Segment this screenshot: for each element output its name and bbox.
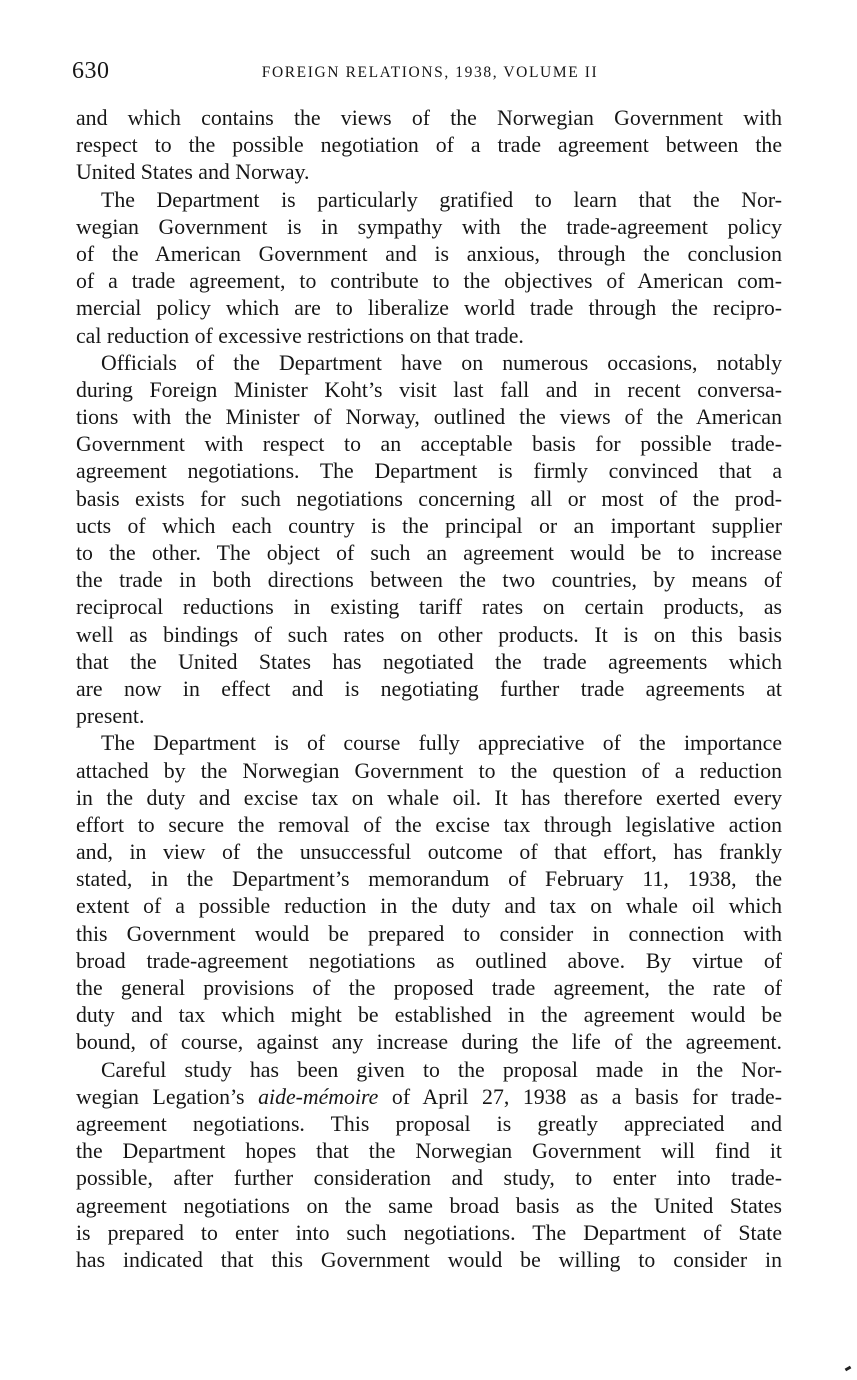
text-line: tions with the Minister of Norway, outlined the views of the American: [76, 405, 782, 430]
paragraph-3: [76, 350, 782, 731]
text-line: United States and Norway.: [76, 160, 310, 185]
text-line: in the duty and excise tax on whale oil. It has therefore exerted every: [76, 785, 782, 810]
scan-mark: [845, 1366, 852, 1372]
text-line: well as bindings of such rates on other products. It is on this basis: [76, 622, 782, 647]
italic-term: aide-mémoire: [258, 1084, 379, 1109]
text-line: mercial policy which are to liberalize world trade through the recipro-: [76, 296, 782, 321]
text-line: and, in view of the unsuccessful outcome of that effort, has frankly: [76, 840, 782, 865]
text-line: of a trade agreement, to contribute to the objectives of American com-: [76, 269, 782, 294]
paragraph-2: [76, 187, 782, 350]
text-line: Careful study has been given to the proposal made in the Nor-: [101, 1057, 782, 1082]
text-line: respect to the possible negotiation of a trade agreement between the: [76, 133, 782, 158]
text-line: agreement negotiations. This proposal is greatly appreciated and: [76, 1111, 782, 1136]
text-line: of the American Government and is anxious, through the conclusion: [76, 241, 782, 266]
text-segment: of April 27, 1938 as a basis for trade-: [378, 1084, 782, 1109]
paragraph-4: [76, 730, 782, 1056]
text-line: duty and tax which might be established in the agreement would be: [76, 1003, 782, 1028]
text-line: stated, in the Department’s memorandum of February 11, 1938, the: [76, 867, 782, 892]
body-text: [76, 105, 782, 1274]
text-line: The Department is of course fully appreciative of the importance: [101, 731, 782, 756]
text-line: broad trade-agreement negotiations as outlined above. By virtue of: [76, 948, 782, 973]
text-line: has indicated that this Government would be willing to consider in: [76, 1247, 782, 1272]
text-line: wegian Government is in sympathy with the trade-agreement policy: [76, 214, 782, 239]
text-line: agreement negotiations on the same broad basis as the United States: [76, 1193, 782, 1218]
text-line: Officials of the Department have on numerous occasions, notably: [101, 350, 782, 375]
text-line: ucts of which each country is the principal or an important supplier: [76, 513, 782, 538]
text-line: cal reduction of excessive restrictions on that trade.: [76, 323, 524, 348]
paragraph-5: [76, 1057, 782, 1275]
text-line: is prepared to enter into such negotiations. The Department of State: [76, 1220, 782, 1245]
page-number: 630: [72, 58, 110, 84]
text-line: attached by the Norwegian Government to the question of a reduction: [76, 758, 782, 783]
text-line: during Foreign Minister Koht’s visit last fall and in recent conversa-: [76, 377, 782, 402]
text-line: and which contains the views of the Norwegian Government with: [76, 106, 782, 130]
text-line: effort to secure the removal of the excise tax through legislative action: [76, 812, 782, 837]
text-line: [76, 1084, 782, 1111]
running-head: FOREIGN RELATIONS, 1938, VOLUME II: [261, 64, 599, 81]
text-line: extent of a possible reduction in the duty and tax on whale oil which: [76, 894, 782, 919]
text-line: the trade in both directions between the two countries, by means of: [76, 568, 782, 593]
text-line: this Government would be prepared to consider in connection with: [76, 921, 782, 946]
text-line: Government with respect to an acceptable basis for possible trade-: [76, 432, 782, 457]
text-line: to the other. The object of such an agreement would be to increase: [76, 541, 782, 565]
text-line: that the United States has negotiated the trade agreements which: [76, 649, 782, 674]
text-line: possible, after further consideration and study, to enter into trade-: [76, 1166, 782, 1191]
text-line: are now in effect and is negotiating further trade agreements at: [76, 676, 782, 701]
text-line: bound, of course, against any increase during the life of the agreement.: [76, 1030, 782, 1055]
paragraph-1: [76, 105, 782, 187]
text-line: agreement negotiations. The Department is firmly convinced that a: [76, 459, 782, 484]
text-segment: wegian Legation’s: [76, 1084, 259, 1109]
text-line: The Department is particularly gratified to learn that the Nor-: [101, 187, 782, 212]
text-line: present.: [76, 704, 145, 729]
text-line: the Department hopes that the Norwegian Government will find it: [76, 1139, 782, 1164]
text-line: basis exists for such negotiations concerning all or most of the prod-: [76, 486, 782, 511]
page-header: [72, 56, 788, 90]
text-line: reciprocal reductions in existing tariff rates on certain products, as: [76, 595, 782, 620]
text-line: the general provisions of the proposed trade agreement, the rate of: [76, 976, 782, 1000]
